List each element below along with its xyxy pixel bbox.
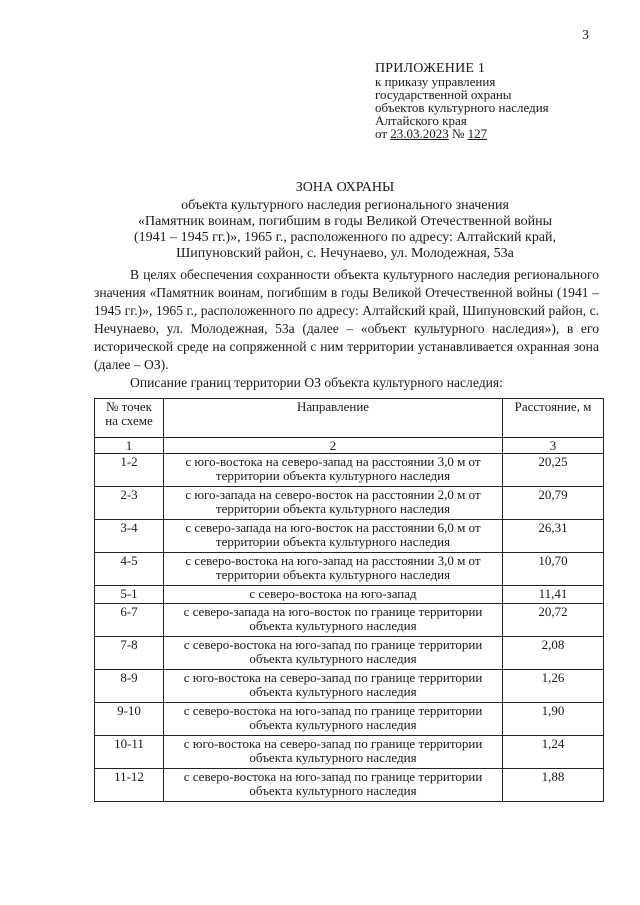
cell-points: 8-9 [95,670,164,703]
order-prefix: от [375,126,388,141]
cell-distance: 1,90 [503,703,604,736]
cell-direction: с юго-востока на северо-запад на расстоянии 3,0 м от территории объекта культурного наследия [164,454,503,487]
cell-points: 10-11 [95,736,164,769]
order-line [375,127,625,140]
appendix-title: ПРИЛОЖЕНИЕ 1 [375,61,486,76]
title-line: Шипуновский район, с. Нечунаево, ул. Молодежная, 53а [176,246,514,261]
cell-direction: с северо-запада на юго-восток по границе территории объекта культурного наследия [164,604,503,637]
intro-paragraph: В целях обеспечения сохранности объекта культурного наследия регионального значения «Памятник воинам, погибшим в годы Великой Отечественной войны (1941 – 1945 гг.)», 1965 г., расположенного по адресу: Алтайский край, Шипуновский район, с. Нечунаево, ул. Молодежная, 53а (далее – «объект культурного наследия»), в его исторической среде на сопряженной с ним территории устанавливается охранная зона (далее – ОЗ). [94,267,599,372]
appendix-line: Алтайского края [375,113,467,128]
description-line: Описание границ территории ОЗ объекта культурного наследия: [130,375,503,390]
column-number: 1 [95,438,164,454]
cell-points: 1-2 [95,454,164,487]
table-row [95,454,604,487]
table-row [95,553,604,586]
cell-distance: 10,70 [503,553,604,586]
cell-points: 11-12 [95,769,164,802]
appendix-block [375,62,625,140]
cell-distance: 20,79 [503,487,604,520]
order-number-sign: № [452,126,465,141]
order-number: 127 [467,126,488,141]
cell-points: 3-4 [95,520,164,553]
cell-distance: 2,08 [503,637,604,670]
body-text [94,266,599,392]
cell-direction: с северо-запада на юго-восток на расстоянии 6,0 м от территории объекта культурного наследия [164,520,503,553]
header-direction: Направление [164,399,503,438]
cell-distance: 1,26 [503,670,604,703]
page-number: 3 [582,28,589,43]
table-row [95,520,604,553]
cell-distance: 1,24 [503,736,604,769]
column-number: 3 [503,438,604,454]
boundary-table [94,398,604,802]
cell-distance: 1,88 [503,769,604,802]
table-row [95,769,604,802]
appendix-line: объектов культурного наследия [375,100,549,115]
document-title [60,180,630,262]
table-row [95,604,604,637]
cell-direction: с юго-востока на северо-запад по границе территории объекта культурного наследия [164,670,503,703]
cell-distance: 11,41 [503,586,604,604]
cell-distance: 26,31 [503,520,604,553]
title-line: объекта культурного наследия регионального значения [181,198,509,213]
header-distance: Расстояние, м [503,399,604,438]
cell-direction: с северо-востока на юго-запад по границе территории объекта культурного наследия [164,703,503,736]
cell-points: 7-8 [95,637,164,670]
table-header-row [95,399,604,438]
table-row [95,703,604,736]
cell-points: 9-10 [95,703,164,736]
cell-distance: 20,72 [503,604,604,637]
cell-points: 5-1 [95,586,164,604]
column-number: 2 [164,438,503,454]
header-points: № точек на схеме [95,399,164,438]
cell-points: 2-3 [95,487,164,520]
table-row [95,637,604,670]
appendix-line: государственной охраны [375,87,512,102]
cell-direction: с юго-востока на северо-запад по границе территории объекта культурного наследия [164,736,503,769]
cell-direction: с северо-востока на юго-запад [164,586,503,604]
table-row [95,736,604,769]
cell-direction: с северо-востока на юго-запад на расстоянии 3,0 м от территории объекта культурного наследия [164,553,503,586]
title-line: (1941 – 1945 гг.)», 1965 г., расположенного по адресу: Алтайский край, [133,230,557,245]
cell-points: 4-5 [95,553,164,586]
table-row [95,487,604,520]
cell-direction: с юго-запада на северо-восток на расстоянии 2,0 м от территории объекта культурного наследия [164,487,503,520]
title-line: «Памятник воинам, погибшим в годы Великой Отечественной войны [138,214,552,229]
order-date: 23.03.2023 [390,126,449,141]
cell-distance: 20,25 [503,454,604,487]
cell-direction: с северо-востока на юго-запад по границе территории объекта культурного наследия [164,637,503,670]
appendix-line: к приказу управления [375,74,496,89]
cell-points: 6-7 [95,604,164,637]
table-number-row [95,438,604,454]
title-main: ЗОНА ОХРАНЫ [295,180,395,195]
table-row [95,586,604,604]
table-row [95,670,604,703]
cell-direction: с северо-востока на юго-запад по границе территории объекта культурного наследия [164,769,503,802]
